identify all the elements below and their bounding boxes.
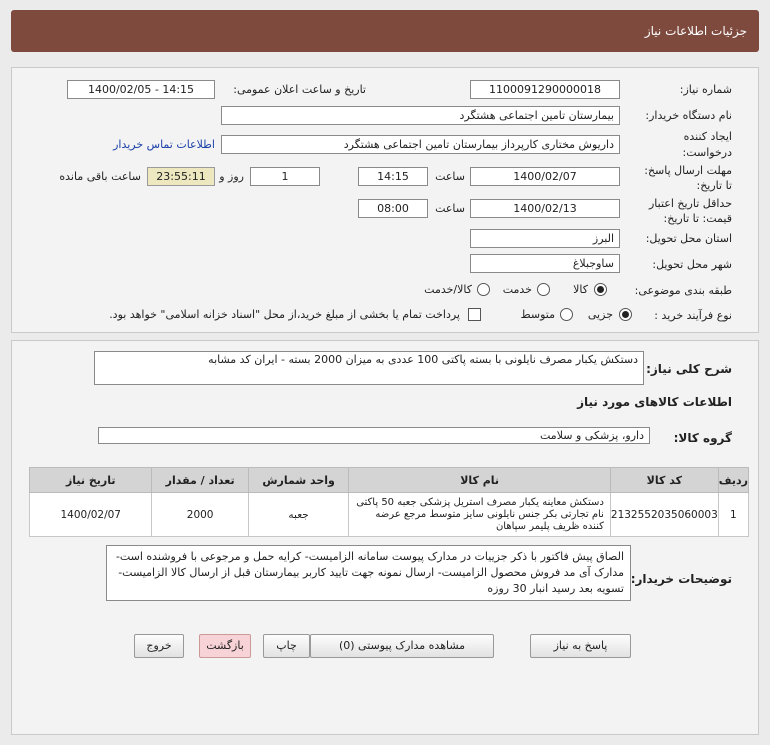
table-header-row bbox=[30, 468, 749, 493]
goods-info-title: اطلاعات کالاهای مورد نیاز bbox=[577, 395, 732, 409]
category-option-goods: کالا bbox=[573, 283, 588, 296]
category-radio-service[interactable] bbox=[537, 283, 550, 296]
col-header-index: ردیف bbox=[718, 468, 748, 493]
announce-datetime-label: تاریخ و ساعت اعلان عمومی: bbox=[233, 83, 366, 96]
buyer-contact-link[interactable]: اطلاعات تماس خریدار bbox=[113, 138, 215, 151]
cell-index: 1 bbox=[718, 493, 748, 537]
days-label: روز و bbox=[219, 170, 244, 183]
cell-unit: جعبه bbox=[248, 493, 349, 537]
price-validity-label-line2: قیمت: تا تاریخ: bbox=[663, 212, 732, 225]
print-button[interactable]: چاپ bbox=[263, 634, 310, 658]
cell-quantity: 2000 bbox=[152, 493, 248, 537]
buyer-notes-field: الصاق پیش فاکتور با ذکر جزییات در مدارک پیوست سامانه الزامیست- کرایه حمل و مرجوعی با فروشنده است- مدارک آی مد فروش محصول الزامیست- ارسال نمونه جهت تایید کاربر بیمارستان قبل از ارسال کالا الزامیست- تسویه بعد رسید انبار 30 روزه bbox=[106, 545, 631, 601]
exit-button[interactable]: خروج bbox=[134, 634, 184, 658]
need-description-label: شرح کلی نیاز: bbox=[646, 362, 732, 376]
reply-deadline-label-line2: تا تاریخ: bbox=[696, 179, 732, 192]
remaining-time-timer: 23:55:11 bbox=[147, 167, 215, 186]
process-option-minor: جزیی bbox=[587, 308, 613, 321]
need-number-label: شماره نیاز: bbox=[679, 83, 732, 96]
buyer-org-field: بیمارستان تامین اجتماعی هشتگرد bbox=[221, 106, 620, 125]
page-header bbox=[11, 10, 759, 52]
cell-date: 1400/02/07 bbox=[30, 493, 152, 537]
col-header-unit: واحد شمارش bbox=[248, 468, 349, 493]
need-description-field: دستکش یکبار مصرف نایلونی با بسته پاکتی 100 عددی به میزان 2000 بسته - ایران کد مشابه bbox=[94, 351, 644, 385]
city-field: ساوجبلاغ bbox=[470, 254, 620, 273]
category-option-goods-service: کالا/خدمت bbox=[424, 283, 472, 296]
category-radio-goods[interactable] bbox=[594, 283, 607, 296]
province-label: استان محل تحویل: bbox=[645, 232, 732, 245]
items-table-wrapper bbox=[29, 467, 749, 537]
city-label: شهر محل تحویل: bbox=[652, 258, 732, 271]
goods-group-label: گروه کالا: bbox=[673, 431, 732, 445]
reply-time-label: ساعت bbox=[435, 170, 465, 183]
cell-name: دستکش معاینه یکبار مصرف استریل پزشکی جعبه 50 پاکتی نام تجارتی بکر جنس نایلونی سایز متوسط مرجع عرضه کننده ظریف پلیمر سپاهان bbox=[349, 493, 611, 537]
price-validity-time-field: 08:00 bbox=[358, 199, 428, 218]
reply-time-field: 14:15 bbox=[358, 167, 428, 186]
treasury-payment-note: پرداخت تمام یا بخشی از مبلغ خرید،از محل "اسناد خزانه اسلامی" خواهد بود. bbox=[109, 308, 460, 321]
reply-date-field: 1400/02/07 bbox=[470, 167, 620, 186]
col-header-quantity: تعداد / مقدار bbox=[152, 468, 248, 493]
page-title: جزئیات اطلاعات نیاز bbox=[644, 24, 747, 38]
purchase-process-label: نوع فرآیند خرید : bbox=[654, 309, 732, 322]
announce-datetime-field: 1400/02/05 - 14:15 bbox=[67, 80, 215, 99]
back-button[interactable]: بازگشت bbox=[199, 634, 251, 658]
goods-group-field: دارو، پزشکی و سلامت bbox=[98, 427, 650, 444]
remaining-days-field: 1 bbox=[250, 167, 320, 186]
cell-code: 2132552035060003 bbox=[610, 493, 718, 537]
col-header-code: کد کالا bbox=[610, 468, 718, 493]
category-option-service: خدمت bbox=[502, 283, 532, 296]
items-table bbox=[29, 467, 749, 537]
treasury-payment-checkbox[interactable] bbox=[468, 308, 481, 321]
province-field: البرز bbox=[470, 229, 620, 248]
process-option-medium: متوسط bbox=[520, 308, 555, 321]
buyer-notes-label: توضیحات خریدار: bbox=[630, 572, 732, 586]
category-radio-goods-service[interactable] bbox=[477, 283, 490, 296]
price-validity-label-line1: حداقل تاریخ اعتبار bbox=[648, 197, 732, 210]
remaining-time-label: ساعت باقی مانده bbox=[59, 170, 141, 183]
view-attachments-button[interactable]: مشاهده مدارک پیوستی (0) bbox=[310, 634, 494, 658]
price-validity-date-field: 1400/02/13 bbox=[470, 199, 620, 218]
requester-field: داریوش مختاری کارپرداز بیمارستان تامین اجتماعی هشتگرد bbox=[221, 135, 620, 154]
table-row bbox=[30, 493, 749, 537]
buyer-org-label: نام دستگاه خریدار: bbox=[645, 109, 732, 122]
need-number-field: 1100091290000018 bbox=[470, 80, 620, 99]
process-radio-minor[interactable] bbox=[619, 308, 632, 321]
category-label: طبقه بندی موضوعی: bbox=[634, 284, 732, 297]
requester-label-line1: ایجاد کننده bbox=[683, 130, 732, 143]
reply-deadline-label-line1: مهلت ارسال پاسخ: bbox=[644, 164, 732, 177]
price-validity-time-label: ساعت bbox=[435, 202, 465, 215]
col-header-name: نام کالا bbox=[349, 468, 611, 493]
process-radio-medium[interactable] bbox=[560, 308, 573, 321]
col-header-date: تاریخ نیاز bbox=[30, 468, 152, 493]
reply-button[interactable]: پاسخ به نیاز bbox=[530, 634, 631, 658]
requester-label-line2: درخواست: bbox=[682, 146, 732, 159]
